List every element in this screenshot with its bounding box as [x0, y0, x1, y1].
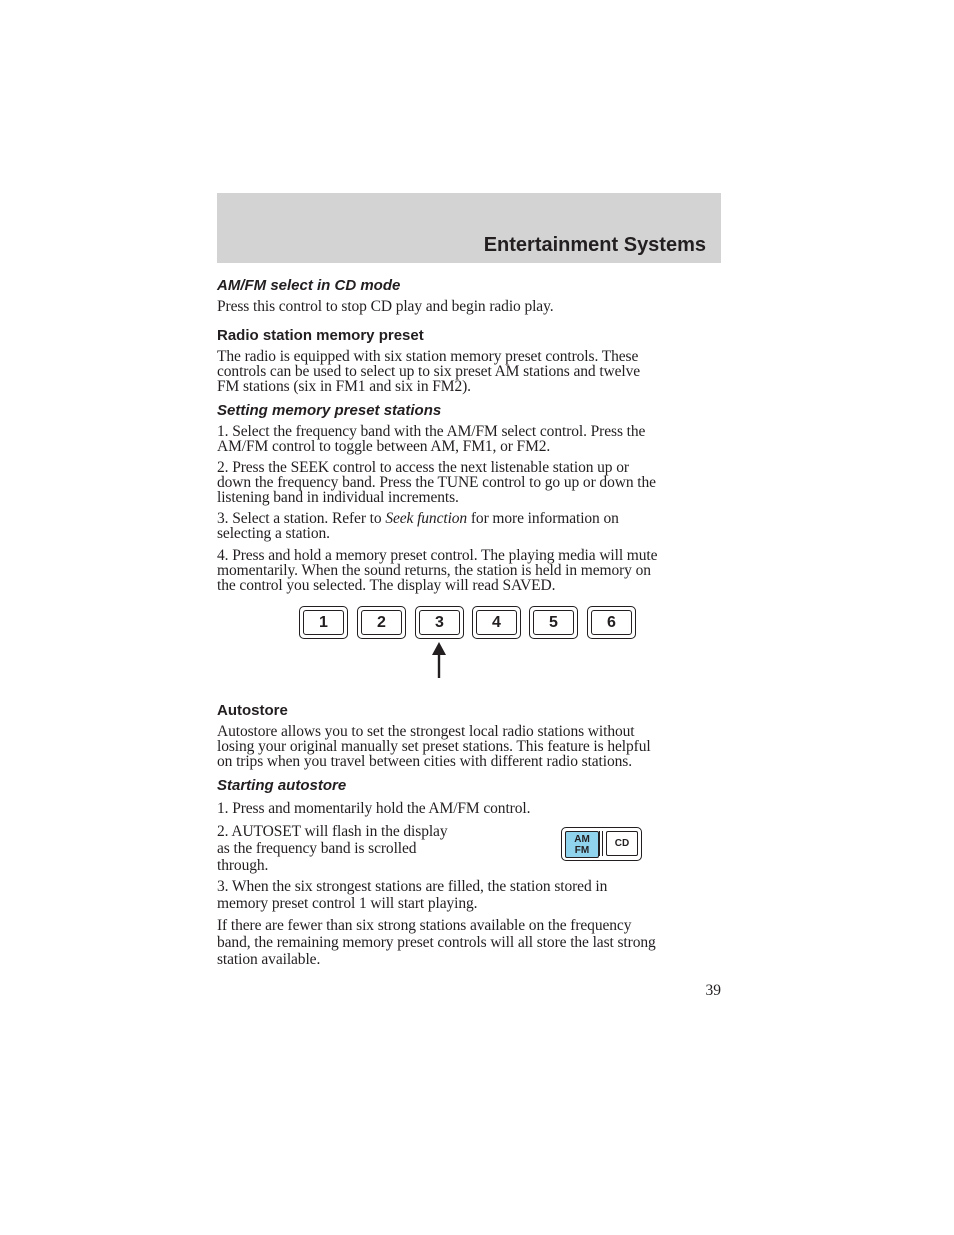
- text-line: 3. When the six strongest stations are filled, the station stored in: [217, 878, 608, 895]
- section-title: Entertainment Systems: [483, 234, 706, 256]
- preset-label: 1: [303, 610, 344, 635]
- autostore-note: [217, 917, 656, 968]
- text-line: 4. Press and hold a memory preset control. The playing media will mute: [217, 547, 658, 564]
- preset-button-3[interactable]: [415, 606, 464, 639]
- text-line: as the frequency band is scrolled: [217, 840, 417, 857]
- preset-buttons-illustration: [299, 606, 639, 640]
- text-line: through.: [217, 857, 269, 874]
- text-line: 1. Select the frequency band with the AM/FM select control. Press the: [217, 423, 646, 440]
- text-line: If there are fewer than six strong stations available on the frequency: [217, 917, 632, 934]
- text-line: on trips when you travel between cities with different radio stations.: [217, 753, 632, 770]
- autostore-paragraph: [217, 724, 651, 769]
- autostore-step-2: [217, 823, 447, 874]
- text-line: 2. AUTOSET will flash in the display: [217, 823, 448, 840]
- autostore-heading: Autostore: [217, 702, 288, 719]
- amfm-cd-control-illustration: [561, 827, 642, 861]
- preset-label: 3: [419, 610, 460, 635]
- preset-label: 5: [533, 610, 574, 635]
- step-4: [217, 548, 657, 593]
- preset-button-2[interactable]: [357, 606, 406, 639]
- text-line: momentarily. When the sound returns, the station is held in memory on: [217, 562, 651, 579]
- preset-button-4[interactable]: [472, 606, 521, 639]
- page-number: 39: [705, 982, 721, 999]
- step-3-prefix: 3. Select a station. Refer to: [217, 510, 386, 527]
- arrow-up-icon: [430, 642, 448, 678]
- amfm-cd-heading: AM/FM select in CD mode: [217, 277, 401, 294]
- memory-preset-paragraph: [217, 349, 640, 394]
- divider: [602, 831, 603, 856]
- text-line: 2. Press the SEEK control to access the next listenable station up or: [217, 459, 629, 476]
- section-header-band: [217, 193, 721, 263]
- text-line: memory preset control 1 will start playing.: [217, 895, 478, 912]
- text-line: band, the remaining memory preset controls will all store the last strong: [217, 934, 656, 951]
- preset-label: 6: [591, 610, 632, 635]
- autostore-step-3: [217, 878, 607, 912]
- cd-button[interactable]: CD: [606, 831, 638, 856]
- text-line: selecting a station.: [217, 525, 330, 542]
- amfm-cd-text: Press this control to stop CD play and begin radio play.: [217, 298, 554, 315]
- step-3-suffix: for more information on: [467, 510, 619, 527]
- fm-label: FM: [574, 844, 590, 856]
- seek-function-reference: Seek function: [385, 510, 468, 527]
- text-line: losing your original manually set preset stations. This feature is helpful: [217, 738, 651, 755]
- autostore-step-1: 1. Press and momentarily hold the AM/FM control.: [217, 800, 531, 817]
- text-line: AM/FM control to toggle between AM, FM1, or FM2.: [217, 438, 551, 455]
- step-2: [217, 460, 656, 505]
- text-line: down the frequency band. Press the TUNE control to go up or down the: [217, 474, 656, 491]
- preset-button-6[interactable]: [587, 606, 636, 639]
- preset-label: 2: [361, 610, 402, 635]
- step-1: [217, 424, 645, 454]
- text-line: station available.: [217, 951, 321, 968]
- step-3: [217, 511, 619, 541]
- text-line: listening band in individual increments.: [217, 489, 459, 506]
- text-line: Autostore allows you to set the strongest local radio stations without: [217, 723, 635, 740]
- divider: [599, 831, 600, 856]
- starting-autostore-heading: Starting autostore: [217, 777, 347, 794]
- text-line: FM stations (six in FM1 and six in FM2).: [217, 378, 471, 395]
- step-3-line-1: [217, 511, 619, 526]
- preset-button-1[interactable]: [299, 606, 348, 639]
- amfm-button[interactable]: [565, 831, 599, 858]
- preset-label: 4: [476, 610, 517, 635]
- memory-preset-heading: Radio station memory preset: [217, 327, 424, 344]
- preset-button-5[interactable]: [529, 606, 578, 639]
- text-line: The radio is equipped with six station memory preset controls. These: [217, 348, 639, 365]
- text-line: controls can be used to select up to six preset AM stations and twelve: [217, 363, 641, 380]
- am-label: AM: [574, 833, 590, 845]
- text-line: the control you selected. The display will read SAVED.: [217, 577, 556, 594]
- setting-presets-heading: Setting memory preset stations: [217, 402, 442, 419]
